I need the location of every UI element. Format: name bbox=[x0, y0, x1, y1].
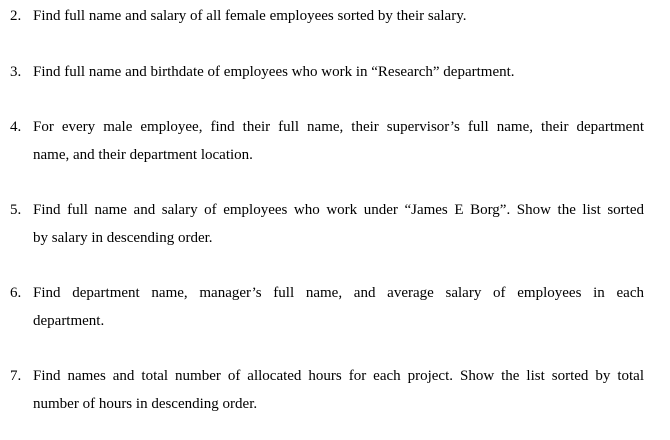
question-number: 2. bbox=[10, 8, 22, 24]
question-line bbox=[10, 62, 640, 82]
question-text: Find department name, manager’s full name, and average salary of employees in each bbox=[33, 285, 644, 301]
question-text-continued: by salary in descending order. bbox=[33, 230, 213, 246]
question-number: 6. bbox=[10, 285, 22, 301]
question-line bbox=[10, 283, 644, 303]
question-line bbox=[10, 6, 640, 26]
question-line bbox=[10, 117, 644, 137]
question-number: 5. bbox=[10, 202, 22, 218]
question-line bbox=[10, 200, 644, 220]
question-text-continued: number of hours in descending order. bbox=[33, 396, 258, 412]
question-line bbox=[10, 366, 644, 386]
question-number: 7. bbox=[10, 368, 22, 384]
question-number: 3. bbox=[10, 64, 22, 80]
question-text: For every male employee, find their full name, their supervisor’s full name, their department bbox=[33, 119, 644, 135]
question-text-continued: name, and their department location. bbox=[33, 147, 253, 163]
question-text-continued: department. bbox=[33, 313, 105, 329]
question-text: Find names and total number of allocated hours for each project. Show the list sorted by total bbox=[33, 368, 644, 384]
question-text: Find full name and salary of all female employees sorted by their salary. bbox=[33, 8, 467, 24]
question-number: 4. bbox=[10, 119, 22, 135]
question-text: Find full name and birthdate of employees who work in “Research” department. bbox=[33, 64, 515, 80]
question-text: Find full name and salary of employees who work under “James E Borg”. Show the list sorted bbox=[33, 202, 644, 218]
